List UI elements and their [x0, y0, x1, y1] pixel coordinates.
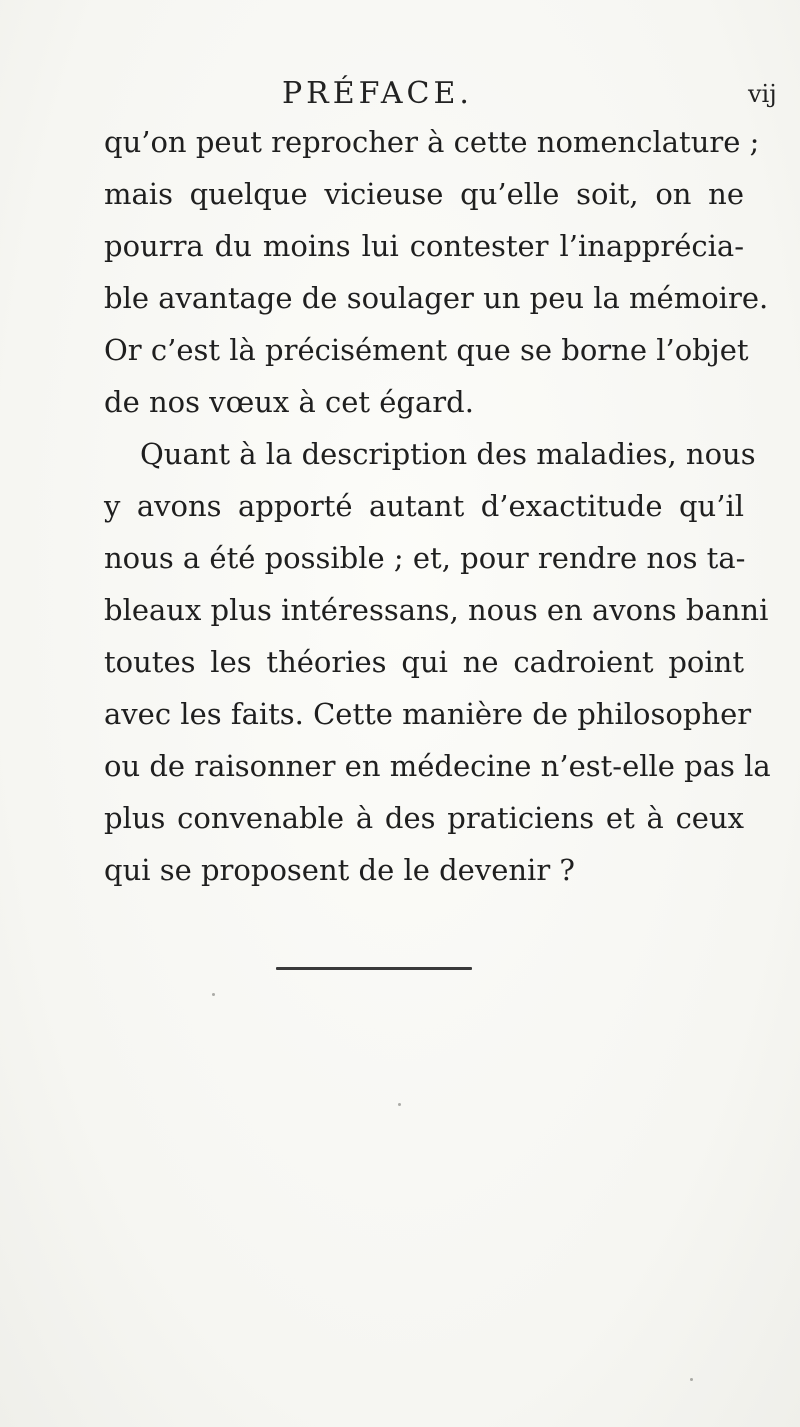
text-line: Or c’est là précisément que se borne l’objet	[104, 333, 749, 367]
text-line: y avons apporté autant d’exactitude qu’il	[104, 489, 744, 523]
paper-speck	[690, 1378, 693, 1381]
body-text	[104, 116, 771, 896]
text-line: nous a été possible ; et, pour rendre nos ta-	[104, 541, 746, 575]
text-line-paragraph-end: qui se proposent de le devenir ?	[104, 853, 575, 887]
text-line: ble avantage de soulager un peu la mémoire.	[104, 281, 769, 315]
page-number: vij	[748, 80, 777, 108]
text-line: pourra du moins lui contester l’inappréciа-	[104, 229, 744, 263]
text-line: qu’on peut reprocher à cette nomenclature ;	[104, 125, 760, 159]
text-line-paragraph-start: Quant à la description des maladies, nous	[140, 437, 756, 471]
text-line: plus convenable à des praticiens et à ceux	[104, 801, 744, 835]
paper-speck	[398, 1103, 401, 1106]
text-line-paragraph-end: de nos vœux à cet égard.	[104, 385, 474, 419]
text-line: ou de raisonner en médecine n’est-elle pas la	[104, 749, 771, 783]
text-line: toutes les théories qui ne cadroient point	[104, 645, 744, 679]
running-head	[0, 72, 800, 112]
paper-speck	[212, 993, 215, 996]
text-line: bleaux plus intéressans, nous en avons banni	[104, 593, 769, 627]
decorative-rule	[276, 967, 472, 970]
running-title: PRÉFACE.	[282, 76, 473, 111]
text-line: avec les faits. Cette manière de philosopher	[104, 697, 752, 731]
text-line: mais quelque vicieuse qu’elle soit, on ne	[104, 177, 744, 211]
